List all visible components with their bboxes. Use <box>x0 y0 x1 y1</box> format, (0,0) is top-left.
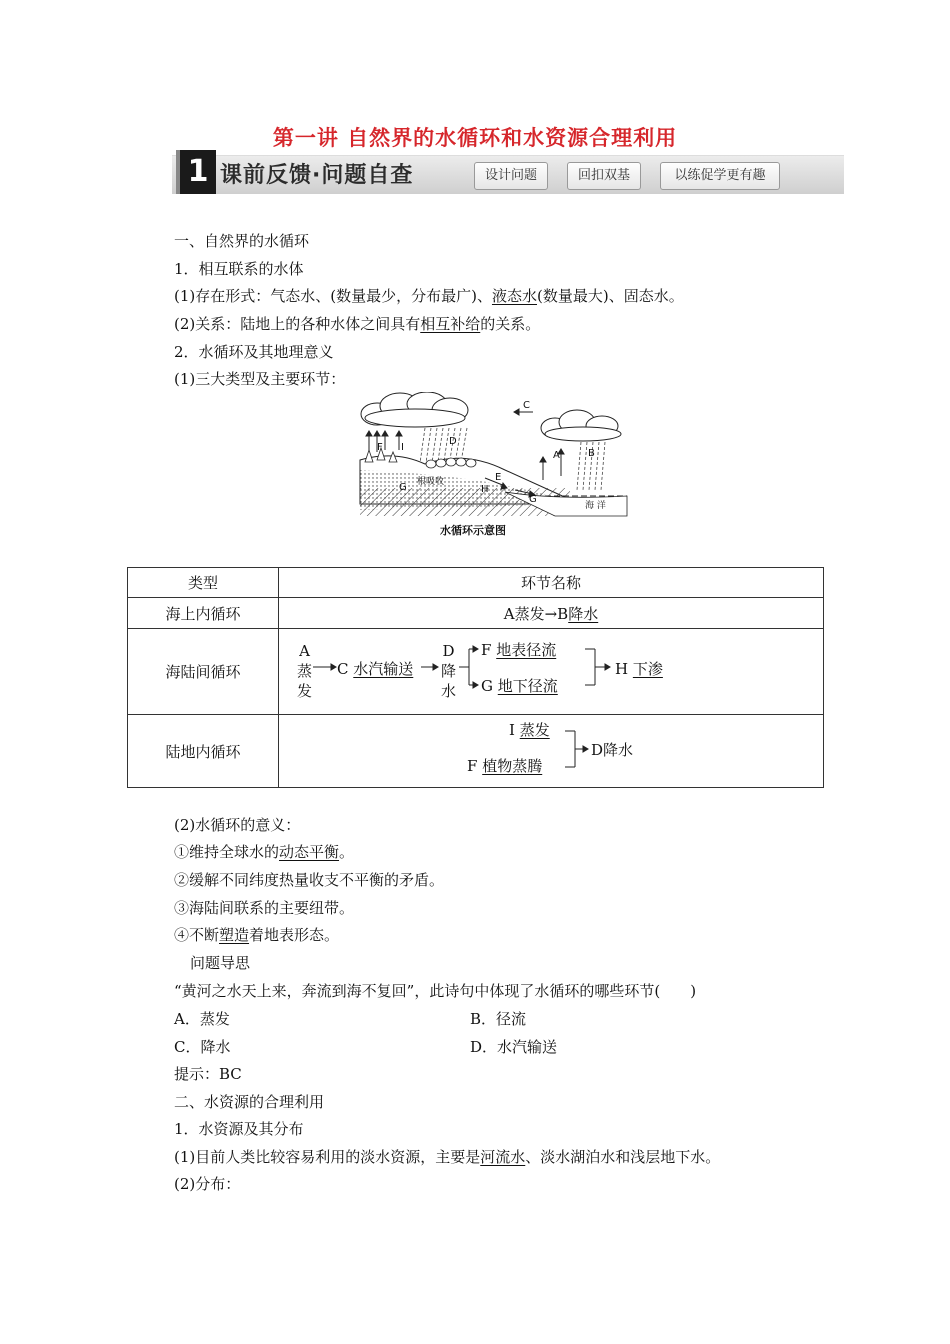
subheading: 1．水资源及其分布 <box>174 1120 304 1138</box>
design-question-button[interactable]: 设计问题 <box>474 162 548 190</box>
banner-title: 课前反馈·问题自查 <box>220 163 414 188</box>
label-h: H <box>481 484 489 495</box>
cloud-icon <box>361 392 468 427</box>
option-a: A．蒸发 <box>174 1010 230 1028</box>
meaning-item: ④不断塑造着地表形态。 <box>174 926 340 944</box>
label-b: B <box>588 448 595 459</box>
practice-fun-button[interactable]: 以练促学更有趣 <box>660 162 780 190</box>
guide-heading: 问题导思 <box>190 954 251 972</box>
label-d: D <box>449 436 457 447</box>
hint-text: 提示：BC <box>174 1065 242 1083</box>
water-cycle-diagram <box>355 392 630 518</box>
row-type: 海上内循环 <box>128 598 279 629</box>
question-text: “黄河之水天上来，奔流到海不复回”，此诗句中体现了水循环的哪些环节( ) <box>174 982 697 1000</box>
meaning-item: ③海陆间联系的主要纽带。 <box>174 899 355 917</box>
paragraph: (2)关系：陆地上的各种水体之间具有相互补给的关系。 <box>174 315 541 333</box>
label-e: E <box>495 472 502 483</box>
paragraph: (2)水循环的意义： <box>174 816 301 834</box>
paragraph: (1)存在形式：气态水、(数量最少，分布最广)、液态水(数量最大)、固态水。 <box>174 287 684 305</box>
subheading: 1．相互联系的水体 <box>174 260 304 278</box>
header-links: 环节名称 <box>279 568 824 598</box>
sea-land-chain: A 蒸 发 C 水汽输送 D 降 水 F 地表径流 G 地下径流 H 下渗 <box>279 629 824 715</box>
paragraph: (1)目前人类比较容易利用的淡水资源，主要是河流水、淡水湖泊水和浅层地下水。 <box>174 1148 721 1166</box>
section-heading: 二、水资源的合理利用 <box>174 1093 325 1111</box>
land-chain: I 蒸发 F 植物蒸腾 D降水 <box>279 715 824 788</box>
label-i: I <box>401 442 404 453</box>
page-title: 第一讲 自然界的水循环和水资源合理利用 <box>272 126 678 150</box>
option-d: D．水汽输送 <box>470 1038 558 1056</box>
row-type: 陆地内循环 <box>128 715 279 788</box>
flow-arrows <box>279 715 825 788</box>
label-c: C <box>523 400 530 411</box>
paragraph: (2)分布： <box>174 1175 241 1193</box>
row-chain: A蒸发→B降水 <box>279 598 824 629</box>
water-cycle-table <box>127 567 824 788</box>
meaning-item: ②缓解不同纬度热量收支不平衡的矛盾。 <box>174 871 445 889</box>
review-basics-button[interactable]: 回扣双基 <box>567 162 641 190</box>
label-f: F <box>377 442 383 453</box>
label-sea: 海 洋 <box>585 501 606 511</box>
label-g1: G <box>399 482 407 493</box>
label-g2: G <box>529 494 537 505</box>
subheading: 2．水循环及其地理意义 <box>174 343 334 361</box>
meaning-item: ①维持全球水的动态平衡。 <box>174 843 355 861</box>
header-type: 类型 <box>128 568 279 598</box>
option-c: C．降水 <box>174 1038 231 1056</box>
section-heading: 一、自然界的水循环 <box>174 232 310 250</box>
diagram-caption: 水循环示意图 <box>440 524 506 537</box>
cloud-icon <box>541 410 621 441</box>
row-type: 海陆间循环 <box>128 629 279 715</box>
label-a: A <box>553 450 560 461</box>
label-root: 根吸收 <box>417 477 445 487</box>
paragraph: (1)三大类型及主要环节： <box>174 370 346 388</box>
banner-number: 1 <box>176 150 216 194</box>
option-b: B．径流 <box>470 1010 527 1028</box>
